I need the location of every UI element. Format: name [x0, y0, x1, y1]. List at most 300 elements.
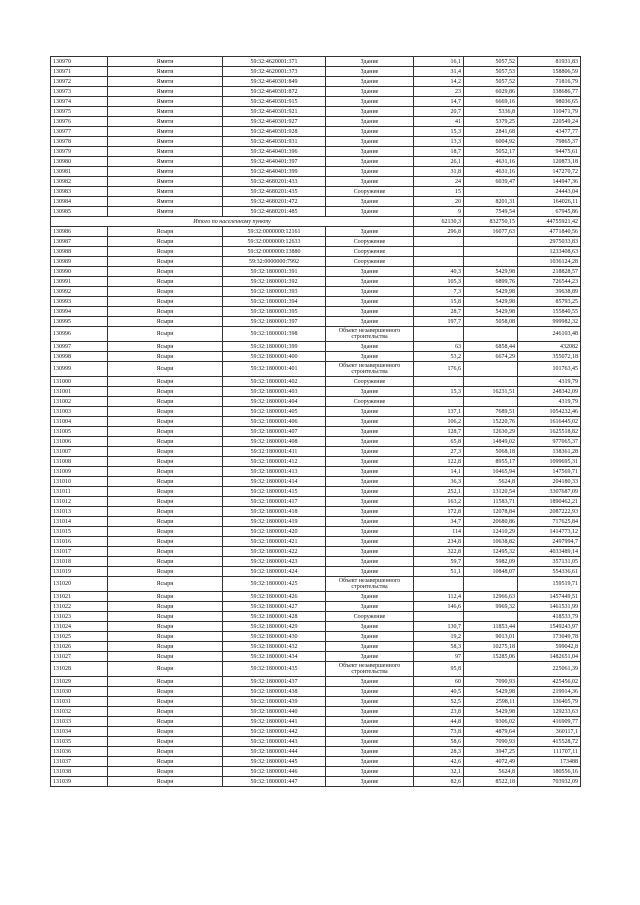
- area-cell: 128,7: [414, 427, 464, 437]
- cadastral-number-cell: 59:32:1800001:422: [223, 547, 326, 557]
- table-row: [51, 257, 581, 267]
- settlement-cell: Ясыри: [108, 547, 223, 557]
- object-type-cell: Сооружение: [326, 237, 414, 247]
- unit-value-cell: 5429,98: [464, 687, 518, 697]
- cadastral-number-cell: 59:32:1800001:394: [223, 297, 326, 307]
- settlement-cell: Ясыри: [108, 612, 223, 622]
- unit-value-cell: 5068,18: [464, 447, 518, 457]
- unit-value-cell: 8201,31: [464, 197, 518, 207]
- unit-value-cell: 5057,53: [464, 67, 518, 77]
- table-row: [51, 327, 581, 342]
- area-cell: 73,8: [414, 727, 464, 737]
- cadastral-number-cell: 59:32:1800001:424: [223, 567, 326, 577]
- settlement-cell: Ямити: [108, 57, 223, 67]
- unit-value-cell: 6669,16: [464, 97, 518, 107]
- object-type-cell: Здание: [326, 547, 414, 557]
- table-row: [51, 267, 581, 277]
- unit-value-cell: 5379,25: [464, 117, 518, 127]
- table-row: [51, 457, 581, 467]
- table-row: [51, 197, 581, 207]
- settlement-cell: Ясыри: [108, 307, 223, 317]
- unit-value-cell: [464, 397, 518, 407]
- row-number-cell: 130990: [51, 267, 108, 277]
- object-type-cell: Здание: [326, 537, 414, 547]
- unit-value-cell: 14849,02: [464, 437, 518, 447]
- unit-value-cell: 4879,64: [464, 727, 518, 737]
- row-number-cell: 131004: [51, 417, 108, 427]
- table-row: [51, 137, 581, 147]
- area-cell: 20: [414, 197, 464, 207]
- area-cell: 97: [414, 652, 464, 662]
- cadastral-number-cell: 59:32:1800001:421: [223, 537, 326, 547]
- cadastral-value-cell: 111707,11: [518, 747, 581, 757]
- area-cell: 252,1: [414, 487, 464, 497]
- cadastral-number-cell: 59:32:1800001:407: [223, 427, 326, 437]
- area-cell: 322,8: [414, 547, 464, 557]
- unit-value-cell: [464, 187, 518, 197]
- row-number-cell: 131039: [51, 777, 108, 787]
- cadastral-value-cell: 2975033,83: [518, 237, 581, 247]
- table-row: [51, 717, 581, 727]
- unit-value-cell: 5624,8: [464, 477, 518, 487]
- settlement-cell: Ясыри: [108, 602, 223, 612]
- cadastral-number-cell: 59:32:4620001:373: [223, 67, 326, 77]
- settlement-cell: Ясыри: [108, 477, 223, 487]
- cadastral-number-cell: 59:32:1800001:392: [223, 277, 326, 287]
- area-cell: 16,1: [414, 57, 464, 67]
- cadastral-number-cell: 59:32:4640401:396: [223, 147, 326, 157]
- unit-value-cell: 5982,09: [464, 557, 518, 567]
- cadastral-number-cell: 59:32:1800001:419: [223, 517, 326, 527]
- cadastral-value-cell: 180556,16: [518, 767, 581, 777]
- object-type-cell: Здание: [326, 147, 414, 157]
- settlement-cell: Ясыри: [108, 507, 223, 517]
- settlement-cell: Ясыри: [108, 487, 223, 497]
- settlement-cell: Ямити: [108, 167, 223, 177]
- row-number-cell: 131000: [51, 377, 108, 387]
- settlement-cell: Ямити: [108, 147, 223, 157]
- cadastral-value-cell: 4771840,56: [518, 227, 581, 237]
- unit-value-cell: 12078,84: [464, 507, 518, 517]
- cadastral-number-cell: 59:32:4680201:472: [223, 197, 326, 207]
- unit-value-cell: 15220,76: [464, 417, 518, 427]
- cadastral-number-cell: 59:32:1800001:428: [223, 612, 326, 622]
- row-number-cell: 130985: [51, 207, 108, 217]
- settlement-cell: Ясыри: [108, 757, 223, 767]
- row-number-cell: 131020: [51, 577, 108, 592]
- cadastral-number-cell: 59:32:1800001:438: [223, 687, 326, 697]
- object-type-cell: Здание: [326, 487, 414, 497]
- area-cell: 114: [414, 527, 464, 537]
- area-cell: [414, 397, 464, 407]
- table-row: [51, 547, 581, 557]
- settlement-cell: Ямити: [108, 107, 223, 117]
- cadastral-number-cell: 59:32:1800001:401: [223, 362, 326, 377]
- row-number-cell: 130989: [51, 257, 108, 267]
- cadastral-number-cell: 59:32:1800001:395: [223, 307, 326, 317]
- row-number-cell: 131029: [51, 677, 108, 687]
- object-type-cell: Здание: [326, 642, 414, 652]
- cadastral-number-cell: 59:32:1800001:408: [223, 437, 326, 447]
- unit-value-cell: 16077,63: [464, 227, 518, 237]
- area-cell: 63: [414, 342, 464, 352]
- row-number-cell: 131015: [51, 527, 108, 537]
- settlement-cell: Ясыри: [108, 257, 223, 267]
- area-cell: 24: [414, 177, 464, 187]
- table-row: [51, 237, 581, 247]
- unit-value-cell: 10275,18: [464, 642, 518, 652]
- cadastral-number-cell: 59:32:1800001:429: [223, 622, 326, 632]
- settlement-cell: Ямити: [108, 67, 223, 77]
- area-cell: 172,8: [414, 507, 464, 517]
- cadastral-number-cell: 59:32:1800001:420: [223, 527, 326, 537]
- cadastral-value-cell: 416909,77: [518, 717, 581, 727]
- settlement-cell: Ямити: [108, 207, 223, 217]
- table-row: [51, 297, 581, 307]
- table-row: [51, 187, 581, 197]
- table-row: [51, 467, 581, 477]
- cadastral-value-cell: 94475,61: [518, 147, 581, 157]
- unit-value-cell: 5429,98: [464, 267, 518, 277]
- unit-value-cell: 6039,47: [464, 177, 518, 187]
- unit-value-cell: 6029,86: [464, 87, 518, 97]
- row-number-cell: 130996: [51, 327, 108, 342]
- cadastral-value-cell: 1457449,51: [518, 592, 581, 602]
- settlement-cell: Ясыри: [108, 342, 223, 352]
- unit-value-cell: 4631,16: [464, 167, 518, 177]
- cadastral-number-cell: 59:32:1800001:447: [223, 777, 326, 787]
- unit-value-cell: 2841,68: [464, 127, 518, 137]
- row-number-cell: 131026: [51, 642, 108, 652]
- cadastral-number-cell: 59:32:1800001:400: [223, 352, 326, 362]
- cadastral-value-cell: 101763,45: [518, 362, 581, 377]
- object-type-cell: Здание: [326, 127, 414, 137]
- settlement-cell: Ясыри: [108, 427, 223, 437]
- table-row: [51, 662, 581, 677]
- cadastral-value-cell: 67945,86: [518, 207, 581, 217]
- cadastral-value-cell: 4033489,14: [518, 547, 581, 557]
- object-type-cell: Здание: [326, 407, 414, 417]
- cadastral-number-cell: 59:32:1800001:405: [223, 407, 326, 417]
- object-type-cell: Здание: [326, 207, 414, 217]
- area-cell: 52,5: [414, 697, 464, 707]
- settlement-cell: Ямити: [108, 177, 223, 187]
- row-number-cell: 130984: [51, 197, 108, 207]
- area-cell: 60: [414, 677, 464, 687]
- object-type-cell: Здание: [326, 157, 414, 167]
- row-number-cell: 131013: [51, 507, 108, 517]
- settlement-cell: Ясыри: [108, 727, 223, 737]
- settlement-cell: Ясыри: [108, 227, 223, 237]
- unit-value-cell: 11583,71: [464, 497, 518, 507]
- table-row: [51, 207, 581, 217]
- object-type-cell: Здание: [326, 417, 414, 427]
- row-number-cell: 130980: [51, 157, 108, 167]
- object-type-cell: Сооружение: [326, 612, 414, 622]
- object-type-cell: Объект незавершенного строительства: [326, 577, 414, 592]
- settlement-cell: Ясыри: [108, 447, 223, 457]
- settlement-cell: Ясыри: [108, 527, 223, 537]
- row-number-cell: 130993: [51, 297, 108, 307]
- settlement-cell: Ясыри: [108, 352, 223, 362]
- unit-value-cell: 6674,29: [464, 352, 518, 362]
- cadastral-value-cell: 147270,72: [518, 167, 581, 177]
- cadastral-value-cell: 110471,79: [518, 107, 581, 117]
- settlement-cell: Ямити: [108, 117, 223, 127]
- object-type-cell: Здание: [326, 507, 414, 517]
- settlement-cell: Ясыри: [108, 737, 223, 747]
- row-number-cell: 130986: [51, 227, 108, 237]
- object-type-cell: Здание: [326, 342, 414, 352]
- table-row: [51, 342, 581, 352]
- unit-value-cell: 7090,93: [464, 677, 518, 687]
- unit-value-cell: 7549,54: [464, 207, 518, 217]
- cadastral-number-cell: 59:32:1800001:442: [223, 727, 326, 737]
- total-area: 62130,3: [414, 217, 464, 227]
- row-number-cell: 130992: [51, 287, 108, 297]
- area-cell: 53,2: [414, 352, 464, 362]
- cadastral-value-cell: 173049,78: [518, 632, 581, 642]
- row-number-cell: 130994: [51, 307, 108, 317]
- cadastral-number-cell: 59:32:1800001:426: [223, 592, 326, 602]
- area-cell: 58,6: [414, 737, 464, 747]
- unit-value-cell: 15285,06: [464, 652, 518, 662]
- object-type-cell: Здание: [326, 687, 414, 697]
- table-row: [51, 632, 581, 642]
- row-number-cell: 131003: [51, 407, 108, 417]
- cadastral-value-cell: 1890462,21: [518, 497, 581, 507]
- area-cell: 31,8: [414, 167, 464, 177]
- row-number-cell: 130983: [51, 187, 108, 197]
- cadastral-number-cell: 59:32:4680201:433: [223, 177, 326, 187]
- object-type-cell: Здание: [326, 737, 414, 747]
- settlement-cell: Ясыри: [108, 467, 223, 477]
- settlement-cell: Ясыри: [108, 417, 223, 427]
- table-row: [51, 777, 581, 787]
- object-type-cell: Здание: [326, 137, 414, 147]
- unit-value-cell: 5429,98: [464, 707, 518, 717]
- object-type-cell: Здание: [326, 707, 414, 717]
- unit-value-cell: 6004,92: [464, 137, 518, 147]
- area-cell: 27,3: [414, 447, 464, 457]
- settlement-cell: Ясыри: [108, 717, 223, 727]
- unit-value-cell: 11853,44: [464, 622, 518, 632]
- row-number-cell: 130981: [51, 167, 108, 177]
- row-number-cell: 130988: [51, 247, 108, 257]
- table-row: [51, 117, 581, 127]
- row-number-cell: 131024: [51, 622, 108, 632]
- row-number-cell: 131023: [51, 612, 108, 622]
- unit-value-cell: 5429,98: [464, 307, 518, 317]
- object-type-cell: Здание: [326, 117, 414, 127]
- cadastral-number-cell: 59:32:1800001:423: [223, 557, 326, 567]
- table-row: [51, 377, 581, 387]
- table-row: [51, 612, 581, 622]
- cadastral-value-cell: 136405,79: [518, 697, 581, 707]
- table-row: [51, 537, 581, 547]
- table-row: [51, 697, 581, 707]
- object-type-cell: Объект незавершенного строительства: [326, 662, 414, 677]
- table-row: [51, 567, 581, 577]
- area-cell: 34,7: [414, 517, 464, 527]
- cadastral-value-cell: 248342,09: [518, 387, 581, 397]
- table-row: [51, 527, 581, 537]
- cadastral-value-cell: 1625518,82: [518, 427, 581, 437]
- cadastral-number-cell: 59:32:1800001:398: [223, 327, 326, 342]
- table-row: [51, 227, 581, 237]
- object-type-cell: Сооружение: [326, 377, 414, 387]
- area-cell: 20,7: [414, 107, 464, 117]
- cadastral-value-cell: 43477,77: [518, 127, 581, 137]
- cadastral-value-cell: 39638,89: [518, 287, 581, 297]
- row-number-cell: 130979: [51, 147, 108, 157]
- area-cell: 112,4: [414, 592, 464, 602]
- unit-value-cell: 7689,51: [464, 407, 518, 417]
- cadastral-number-cell: 59:32:0000000:7992: [223, 257, 326, 267]
- object-type-cell: Здание: [326, 307, 414, 317]
- table-row: [51, 427, 581, 437]
- area-cell: 137,1: [414, 407, 464, 417]
- settlement-cell: Ясыри: [108, 632, 223, 642]
- cadastral-value-cell: 717625,84: [518, 517, 581, 527]
- table-row: [51, 437, 581, 447]
- settlement-cell: Ясыри: [108, 287, 223, 297]
- area-cell: 296,8: [414, 227, 464, 237]
- row-number-cell: 131009: [51, 467, 108, 477]
- settlement-cell: Ямити: [108, 97, 223, 107]
- table-row: [51, 737, 581, 747]
- table-row: [51, 677, 581, 687]
- table-row: [51, 592, 581, 602]
- row-number-cell: 131036: [51, 747, 108, 757]
- cadastral-number-cell: 59:32:1800001:434: [223, 652, 326, 662]
- unit-value-cell: 10638,82: [464, 537, 518, 547]
- cadastral-value-cell: 2087222,93: [518, 507, 581, 517]
- row-number-cell: 131007: [51, 447, 108, 457]
- area-cell: 51,1: [414, 567, 464, 577]
- cadastral-number-cell: 59:32:1800001:397: [223, 317, 326, 327]
- cadastral-value-cell: 3307687,09: [518, 487, 581, 497]
- table-row: [51, 602, 581, 612]
- table-row: [51, 417, 581, 427]
- table-row: [51, 362, 581, 377]
- cadastral-number-cell: 59:32:1800001:414: [223, 477, 326, 487]
- unit-value-cell: 5057,52: [464, 77, 518, 87]
- settlement-cell: Ясыри: [108, 397, 223, 407]
- settlement-cell: Ясыри: [108, 517, 223, 527]
- table-row: [51, 87, 581, 97]
- object-type-cell: Здание: [326, 527, 414, 537]
- object-type-cell: Здание: [326, 517, 414, 527]
- object-type-cell: Здание: [326, 352, 414, 362]
- table-row: [51, 107, 581, 117]
- table-row: [51, 287, 581, 297]
- settlement-cell: Ясыри: [108, 407, 223, 417]
- table-row: [51, 67, 581, 77]
- area-cell: 44,8: [414, 717, 464, 727]
- cadastral-number-cell: 59:32:1800001:425: [223, 577, 326, 592]
- table-row: [51, 387, 581, 397]
- settlement-cell: Ясыри: [108, 267, 223, 277]
- unit-value-cell: 5057,52: [464, 57, 518, 67]
- settlement-cell: Ясыри: [108, 707, 223, 717]
- area-cell: 176,6: [414, 362, 464, 377]
- cadastral-value-cell: 1233408,63: [518, 247, 581, 257]
- table-row: [51, 757, 581, 767]
- object-type-cell: Объект незавершенного строительства: [326, 362, 414, 377]
- cadastral-value-cell: 418533,79: [518, 612, 581, 622]
- cadastral-number-cell: 59:32:4640301:872: [223, 87, 326, 97]
- settlement-cell: Ясыри: [108, 687, 223, 697]
- cadastral-number-cell: 59:32:0000000:12161: [223, 227, 326, 237]
- settlement-cell: Ясыри: [108, 297, 223, 307]
- cadastral-value-cell: 1461531,99: [518, 602, 581, 612]
- object-type-cell: Здание: [326, 477, 414, 487]
- cadastral-number-cell: 59:32:1800001:437: [223, 677, 326, 687]
- settlement-cell: Ямити: [108, 157, 223, 167]
- object-type-cell: Здание: [326, 167, 414, 177]
- settlement-cell: Ямити: [108, 187, 223, 197]
- cadastral-number-cell: 59:32:1800001:432: [223, 642, 326, 652]
- table-row: [51, 277, 581, 287]
- settlement-cell: Ясыри: [108, 317, 223, 327]
- cadastral-value-cell: 24443,04: [518, 187, 581, 197]
- unit-value-cell: [464, 237, 518, 247]
- cadastral-value-cell: 1054232,46: [518, 407, 581, 417]
- area-cell: 40,5: [414, 687, 464, 697]
- object-type-cell: Здание: [326, 57, 414, 67]
- area-cell: 234,8: [414, 537, 464, 547]
- cadastral-number-cell: 59:32:1800001:413: [223, 467, 326, 477]
- unit-value-cell: [464, 577, 518, 592]
- object-type-cell: Здание: [326, 177, 414, 187]
- table-row: [51, 507, 581, 517]
- cadastral-number-cell: 59:32:4640301:931: [223, 137, 326, 147]
- object-type-cell: Здание: [326, 457, 414, 467]
- area-cell: [414, 247, 464, 257]
- area-cell: 26,1: [414, 157, 464, 167]
- row-number-cell: 131008: [51, 457, 108, 467]
- row-number-cell: 131032: [51, 707, 108, 717]
- settlement-cell: Ямити: [108, 77, 223, 87]
- cadastral-number-cell: 59:32:1800001:406: [223, 417, 326, 427]
- table-row: [51, 397, 581, 407]
- row-number-cell: 131014: [51, 517, 108, 527]
- area-cell: 105,3: [414, 277, 464, 287]
- area-cell: 106,2: [414, 417, 464, 427]
- object-type-cell: Здание: [326, 557, 414, 567]
- object-type-cell: Здание: [326, 652, 414, 662]
- cadastral-number-cell: 59:32:1800001:412: [223, 457, 326, 467]
- settlement-cell: Ясыри: [108, 567, 223, 577]
- row-number-cell: 131017: [51, 547, 108, 557]
- row-number-cell: 131016: [51, 537, 108, 547]
- row-number-cell: 130975: [51, 107, 108, 117]
- table-row: [51, 687, 581, 697]
- cadastral-value-cell: 129233,63: [518, 707, 581, 717]
- cadastral-number-cell: 59:32:4640401:397: [223, 157, 326, 167]
- row-number-cell: 131027: [51, 652, 108, 662]
- unit-value-cell: 9306,02: [464, 717, 518, 727]
- object-type-cell: Сооружение: [326, 247, 414, 257]
- unit-value-cell: 8955,17: [464, 457, 518, 467]
- object-type-cell: Здание: [326, 437, 414, 447]
- row-number-cell: 131005: [51, 427, 108, 437]
- area-cell: 14,2: [414, 77, 464, 87]
- cadastral-value-cell: 415528,72: [518, 737, 581, 747]
- table-row: [51, 177, 581, 187]
- cadastral-value-cell: 357131,05: [518, 557, 581, 567]
